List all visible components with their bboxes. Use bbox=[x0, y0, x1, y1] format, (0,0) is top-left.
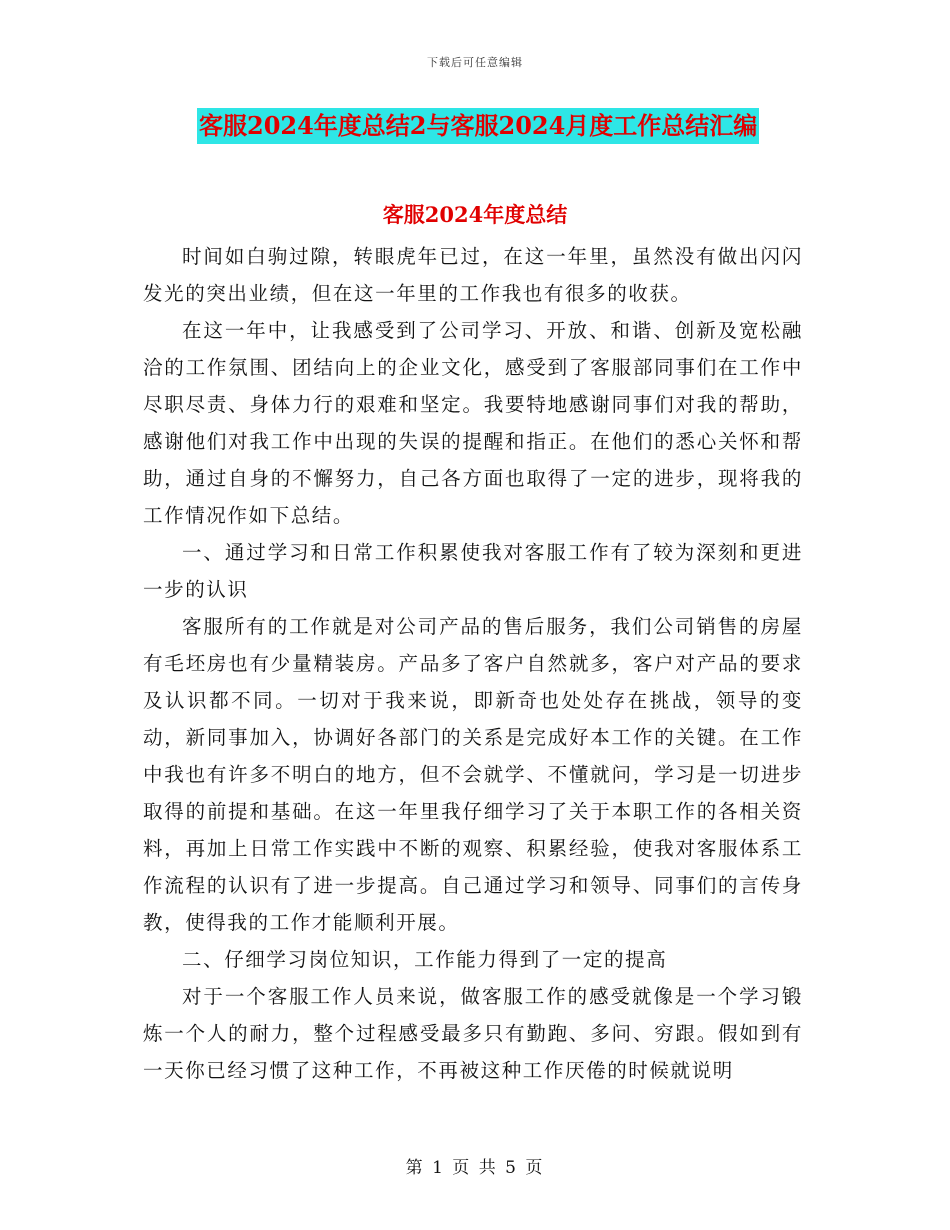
paragraph: 对于一个客服工作人员来说，做客服工作的感受就像是一个学习锻炼一个人的耐力，整个过程感受最多只有勤跑、多问、穷跟。假如到有一天你已经习惯了这种工作，不再被这种工作厌倦的时候就说明 bbox=[143, 985, 803, 1082]
page-footer: 第 1 页 共 5 页 bbox=[405, 1158, 545, 1178]
main-title-wrap bbox=[197, 108, 759, 144]
paragraph-heading: 二、仔细学习岗位知识，工作能力得到了一定的提高 bbox=[182, 948, 668, 971]
paragraph: 时间如白驹过隙，转眼虎年已过，在这一年里，虽然没有做出闪闪发光的突出业绩，但在这一年里的工作我也有很多的收获。 bbox=[143, 245, 803, 305]
header-note: 下载后可任意编辑 bbox=[427, 56, 523, 69]
section-title: 客服2024年度总结 bbox=[382, 202, 568, 227]
paragraph: 客服所有的工作就是对公司产品的售后服务，我们公司销售的房屋有毛坯房也有少量精装房。产品多了客户自然就多，客户对产品的要求及认识都不同。一切对于我来说，即新奇也处处存在挑战，领导的变动，新同事加入，协调好各部门的关系是完成好本工作的关键。在工作中我也有许多不明白的地方，但不会就学、不懂就问，学习是一切进步取得的前提和基础。在这一年里我仔细学习了关于本职工作的各相关资料，再加上日常工作实践中不断的观察、积累经验，使我对客服体系工作流程的认识有了进一步提高。自己通过学习和领导、同事们的言传身教，使得我的工作才能顺利开展。 bbox=[143, 615, 803, 934]
paragraph-heading: 一、通过学习和日常工作积累使我对客服工作有了较为深刻和更进一步的认识 bbox=[143, 541, 803, 601]
paragraph: 在这一年中，让我感受到了公司学习、开放、和谐、创新及宽松融洽的工作氛围、团结向上的企业文化，感受到了客服部同事们在工作中尽职尽责、身体力行的艰难和坚定。我要特地感谢同事们对我的帮助，感谢他们对我工作中出现的失误的提醒和指正。在他们的悉心关怀和帮助，通过自身的不懈努力，自己各方面也取得了一定的进步，现将我的工作情况作如下总结。 bbox=[143, 319, 803, 527]
body-text bbox=[143, 238, 803, 1089]
main-title: 客服2024年度总结2与客服2024月度工作总结汇编 bbox=[197, 108, 759, 144]
